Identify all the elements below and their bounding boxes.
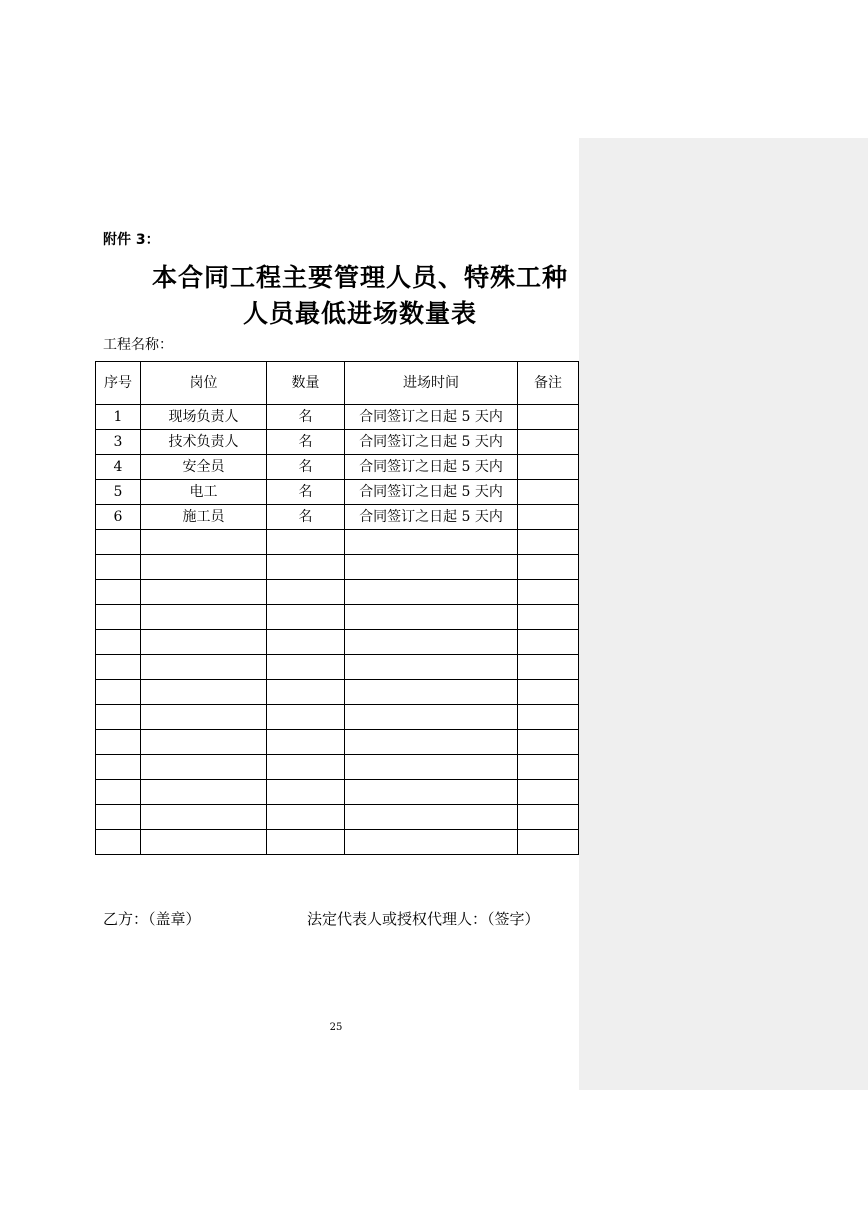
cell-quantity: 名: [267, 480, 345, 505]
cell-entry-time: [345, 830, 518, 855]
cell-quantity: [267, 830, 345, 855]
cell-position: [141, 755, 267, 780]
table-row: [96, 780, 579, 805]
cell-entry-time: 合同签订之日起 5 天内: [345, 455, 518, 480]
cell-entry-time: 合同签订之日起 5 天内: [345, 405, 518, 430]
cell-index: [96, 705, 141, 730]
cell-index: [96, 830, 141, 855]
cell-index: 3: [96, 430, 141, 455]
page-number: 25: [329, 1022, 343, 1033]
cell-position: [141, 580, 267, 605]
cell-index: [96, 580, 141, 605]
cell-entry-time: [345, 755, 518, 780]
table-header-row: [96, 362, 579, 405]
table-row: [96, 430, 579, 455]
table-row: [96, 480, 579, 505]
cell-index: [96, 755, 141, 780]
cell-entry-time: [345, 805, 518, 830]
cell-quantity: [267, 580, 345, 605]
cell-entry-time: [345, 780, 518, 805]
document-title-line-1: 本合同工程主要管理人员、特殊工种: [151, 263, 568, 292]
cell-position: [141, 730, 267, 755]
cell-position: 电工: [141, 480, 267, 505]
cell-index: [96, 780, 141, 805]
cell-position: [141, 780, 267, 805]
table-row: [96, 405, 579, 430]
cell-remarks: [518, 555, 579, 580]
cell-quantity: [267, 705, 345, 730]
table-row: [96, 555, 579, 580]
cell-entry-time: [345, 580, 518, 605]
cell-remarks: [518, 805, 579, 830]
cell-remarks: [518, 630, 579, 655]
table-row: [96, 730, 579, 755]
cell-position: [141, 530, 267, 555]
cell-index: [96, 530, 141, 555]
cell-position: [141, 630, 267, 655]
cell-remarks: [518, 405, 579, 430]
cell-quantity: 名: [267, 430, 345, 455]
cell-index: 4: [96, 455, 141, 480]
cell-position: 现场负责人: [141, 405, 267, 430]
document-title-line-2: 人员最低进场数量表: [242, 299, 477, 328]
cell-index: [96, 630, 141, 655]
cell-index: [96, 555, 141, 580]
cell-position: [141, 830, 267, 855]
cell-quantity: 名: [267, 505, 345, 530]
cell-quantity: [267, 780, 345, 805]
cell-quantity: [267, 680, 345, 705]
cell-index: 6: [96, 505, 141, 530]
cell-remarks: [518, 755, 579, 780]
cell-remarks: [518, 655, 579, 680]
table-row: [96, 605, 579, 630]
cell-entry-time: [345, 530, 518, 555]
cell-entry-time: [345, 705, 518, 730]
table-row: [96, 805, 579, 830]
cell-index: 1: [96, 405, 141, 430]
cell-quantity: [267, 605, 345, 630]
cell-remarks: [518, 430, 579, 455]
cell-position: 安全员: [141, 455, 267, 480]
cell-quantity: 名: [267, 455, 345, 480]
cell-position: [141, 655, 267, 680]
cell-entry-time: [345, 605, 518, 630]
party-b-seal-label: 乙方：（盖章）: [103, 910, 201, 928]
cell-index: [96, 605, 141, 630]
cell-entry-time: [345, 655, 518, 680]
cell-position: [141, 605, 267, 630]
cell-quantity: [267, 530, 345, 555]
cell-entry-time: [345, 555, 518, 580]
cell-index: 5: [96, 480, 141, 505]
cell-quantity: [267, 755, 345, 780]
cell-entry-time: [345, 730, 518, 755]
table-row: [96, 530, 579, 555]
table-row: [96, 705, 579, 730]
table-row: [96, 655, 579, 680]
cell-remarks: [518, 705, 579, 730]
cell-remarks: [518, 505, 579, 530]
cell-remarks: [518, 530, 579, 555]
cell-remarks: [518, 580, 579, 605]
cell-index: [96, 680, 141, 705]
cell-position: [141, 555, 267, 580]
cell-quantity: [267, 655, 345, 680]
cell-index: [96, 730, 141, 755]
cell-remarks: [518, 480, 579, 505]
cell-entry-time: 合同签订之日起 5 天内: [345, 430, 518, 455]
table-row: [96, 455, 579, 480]
cell-remarks: [518, 455, 579, 480]
cell-position: [141, 805, 267, 830]
table-row: [96, 505, 579, 530]
cell-quantity: [267, 805, 345, 830]
cell-position: [141, 680, 267, 705]
header-position: 岗位: [141, 362, 267, 405]
table-row: [96, 755, 579, 780]
cell-quantity: [267, 730, 345, 755]
cell-position: 技术负责人: [141, 430, 267, 455]
attachment-label: 附件 3：: [103, 232, 160, 248]
cell-index: [96, 805, 141, 830]
header-index: 序号: [96, 362, 141, 405]
cell-position: [141, 705, 267, 730]
table-row: [96, 630, 579, 655]
cell-entry-time: [345, 630, 518, 655]
table-row: [96, 830, 579, 855]
cell-remarks: [518, 830, 579, 855]
cell-position: 施工员: [141, 505, 267, 530]
header-quantity: 数量: [267, 362, 345, 405]
cell-quantity: 名: [267, 405, 345, 430]
cell-entry-time: 合同签订之日起 5 天内: [345, 505, 518, 530]
cell-remarks: [518, 730, 579, 755]
cell-remarks: [518, 780, 579, 805]
table-row: [96, 580, 579, 605]
cell-remarks: [518, 680, 579, 705]
personnel-table: [95, 361, 579, 855]
cell-index: [96, 655, 141, 680]
cell-entry-time: 合同签订之日起 5 天内: [345, 480, 518, 505]
cell-remarks: [518, 605, 579, 630]
legal-representative-signature-label: 法定代表人或授权代理人：（签字）: [307, 910, 540, 928]
cell-entry-time: [345, 680, 518, 705]
table-body: [96, 405, 579, 855]
cell-quantity: [267, 555, 345, 580]
header-entry-time: 进场时间: [345, 362, 518, 405]
table-row: [96, 680, 579, 705]
header-remarks: 备注: [518, 362, 579, 405]
project-name-label: 工程名称：: [103, 337, 173, 353]
cell-quantity: [267, 630, 345, 655]
